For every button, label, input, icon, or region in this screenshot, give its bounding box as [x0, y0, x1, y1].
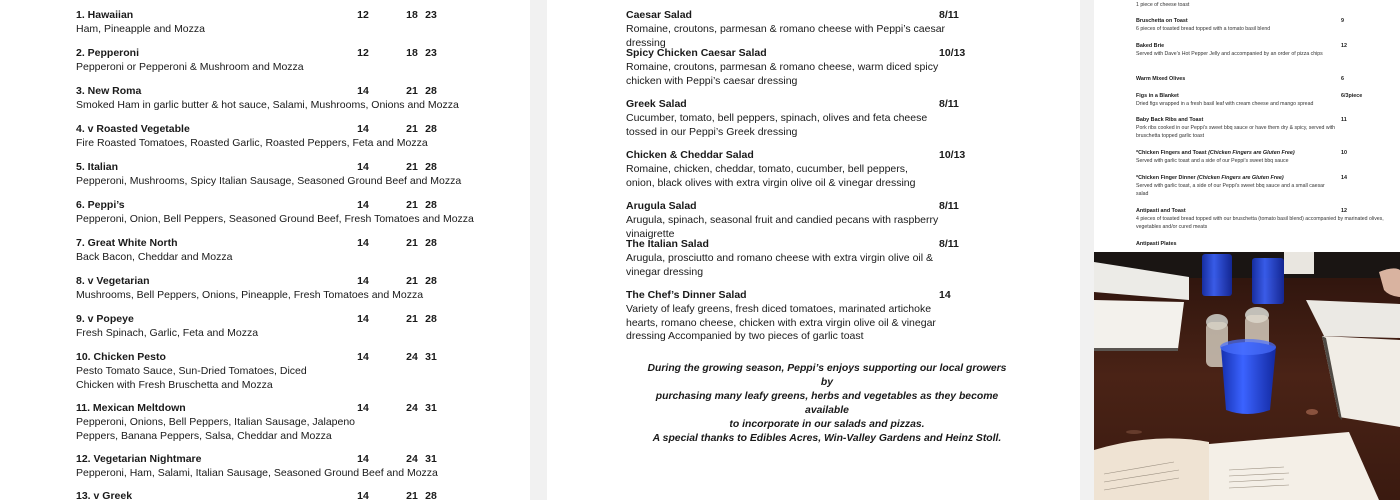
menu-item: [76, 84, 459, 113]
item-name-text: *Chicken Finger Dinner: [1136, 175, 1196, 181]
price-medium: 18: [406, 47, 418, 59]
item-description: Smoked Ham in garlic butter & hot sauce, Salami, Mushrooms, Onions and Mozza: [76, 99, 459, 111]
price-large: 31: [425, 402, 437, 414]
price-medium: 21: [406, 161, 418, 173]
item-name: 7. Great White North: [76, 237, 178, 249]
item-name: Antipasti Plates: [1136, 241, 1177, 247]
item-name: The Italian Salad: [626, 238, 709, 250]
price-large: 31: [425, 351, 437, 363]
item-description: Romaine, croutons, parmesan & romano cheese, warm diced spicy chicken with Peppi’s caesar dressing: [626, 61, 939, 87]
item-description: Mushrooms, Bell Peppers, Onions, Pineapple, Fresh Tomatoes and Mozza: [76, 289, 424, 301]
price-large: 23: [425, 47, 437, 59]
item-price: 11: [1341, 117, 1347, 123]
menu-item: [626, 237, 959, 279]
item-description: Pepperoni, Mushrooms, Spicy Italian Sausage, Seasoned Ground Beef and Mozza: [76, 175, 462, 187]
local-growers-note: [647, 362, 1007, 446]
item-price: 10: [1341, 150, 1347, 156]
menu-item: [1136, 17, 1386, 33]
item-name: Bruschetta on Toast: [1136, 18, 1188, 24]
item-description: Pepperoni, Ham, Salami, Italian Sausage, Seasoned Ground Beef and Mozza: [76, 467, 438, 479]
price-large: 28: [425, 161, 437, 173]
menu-item: [1136, 174, 1386, 198]
note-line: A special thanks to Edibles Acres, Win-Valley Gardens and Heinz Stoll.: [652, 433, 1002, 444]
item-description: 6 pieces of toasted bread topped with a tomato basil blend: [1136, 26, 1271, 32]
item-description: Fresh Spinach, Garlic, Feta and Mozza: [76, 327, 259, 339]
menu-item: [626, 97, 959, 139]
price-small: 14: [357, 313, 369, 325]
item-name: The Chef’s Dinner Salad: [626, 289, 747, 301]
menu-item: [626, 199, 959, 241]
price-small: 14: [357, 275, 369, 287]
item-price: 10/13: [939, 149, 966, 161]
price-medium: 21: [406, 237, 418, 249]
item-price: 8/11: [939, 200, 959, 212]
price-large: 31: [425, 453, 437, 465]
price-small: 12: [357, 47, 369, 59]
pizza-menu-page: [0, 0, 530, 500]
item-name: 9. ᴠ Popeye: [76, 313, 134, 325]
price-medium: 21: [406, 490, 418, 500]
menu-item: [1136, 42, 1386, 58]
item-price: 8/11: [939, 238, 959, 250]
item-description: Variety of leafy greens, fresh diced tomatoes, marinated artichoke hearts, romano cheese, chicken with extra virgin olive oil & vinegar dressing Accompanied by two pieces of garlic toast: [626, 303, 936, 342]
item-price: 10/13: [939, 47, 966, 59]
menu-item: [76, 160, 462, 189]
price-medium: 24: [406, 453, 418, 465]
menu-item: [76, 122, 456, 151]
menu-item: [1136, 240, 1386, 248]
item-name: 1. Hawaiian: [76, 9, 134, 21]
item-name: 10. Chicken Pesto: [76, 351, 166, 363]
menu-item: [1136, 1, 1386, 9]
item-description: Pesto Tomato Sauce, Sun-Dried Tomatoes, Diced Chicken with Fresh Bruschetta and Mozza: [76, 365, 307, 391]
item-price: 12: [1341, 208, 1347, 214]
price-small: 14: [357, 161, 369, 173]
item-name: 11. Mexican Meltdown: [76, 402, 186, 414]
item-price: 14: [1341, 175, 1347, 181]
price-large: 28: [425, 490, 437, 500]
price-small: 14: [357, 85, 369, 97]
item-name: [1136, 149, 1295, 157]
item-price: 9: [1341, 18, 1344, 24]
price-large: 28: [425, 123, 437, 135]
price-small: 14: [357, 402, 369, 414]
item-price: 12: [1341, 43, 1347, 49]
note-line: During the growing season, Peppi’s enjoys supporting our local growers by: [647, 363, 1007, 388]
price-medium: 24: [406, 402, 418, 414]
price-small: 12: [357, 9, 369, 21]
price-small: 14: [357, 490, 369, 500]
item-price: 14: [939, 289, 951, 301]
item-description: Fire Roasted Tomatoes, Roasted Garlic, Roasted Peppers, Feta and Mozza: [76, 137, 428, 149]
item-name: Caesar Salad: [626, 9, 692, 21]
price-medium: 21: [406, 275, 418, 287]
item-name: 8. ᴠ Vegetarian: [76, 275, 150, 287]
item-description: Arugula, spinach, seasonal fruit and candied pecans with raspberry vinaigrette: [626, 214, 939, 240]
item-description: Ham, Pineapple and Mozza: [76, 23, 205, 35]
item-name: Antipasti and Toast: [1136, 208, 1186, 214]
item-name: Warm Mixed Olives: [1136, 76, 1186, 82]
price-small: 14: [357, 453, 369, 465]
item-name: Baby Back Ribs and Toast: [1136, 117, 1204, 123]
menu-item: [626, 148, 966, 190]
restaurant-table-photo: [1094, 252, 1400, 500]
item-name: 5. Italian: [76, 161, 119, 173]
menu-item: [1136, 116, 1386, 140]
item-name: 3. New Roma: [76, 85, 142, 97]
item-description: Pork ribs cooked in our Peppi’s sweet bbq sauce or have them dry & spicy, served with bruschetta topped garlic toast: [1136, 125, 1336, 139]
menu-item: [626, 288, 956, 344]
item-description: 4 pieces of toasted bread topped with our bruschetta (tomato basil blend) accompanied by marinated olives, vegetables and/or cured meats: [1136, 216, 1384, 230]
price-large: 28: [425, 85, 437, 97]
price-large: 28: [425, 313, 437, 325]
item-description: 1 piece of cheese toast: [1136, 2, 1190, 8]
price-medium: 18: [406, 9, 418, 21]
item-name: [1136, 174, 1284, 182]
menu-item: [626, 8, 959, 50]
item-name: Arugula Salad: [626, 200, 697, 212]
menu-item: [76, 8, 456, 37]
page-gutter: [1080, 0, 1094, 500]
price-medium: 21: [406, 123, 418, 135]
item-description: Romaine, croutons, parmesan & romano cheese with Peppi’s caesar dressing: [626, 23, 946, 49]
salad-menu-page: [547, 0, 1080, 500]
menu-item: [1136, 75, 1386, 83]
menu-item: [76, 198, 474, 227]
price-medium: 24: [406, 351, 418, 363]
item-name: Greek Salad: [626, 98, 687, 110]
item-name-text: *Chicken Fingers and Toast: [1136, 150, 1207, 156]
item-name: 6. Peppi’s: [76, 199, 125, 211]
menu-item: [1136, 207, 1386, 231]
item-description: Pepperoni or Pepperoni & Mushroom and Mozza: [76, 61, 304, 73]
note-line: purchasing many leafy greens, herbs and vegetables as they become available: [655, 391, 999, 416]
item-price: 6: [1341, 76, 1344, 82]
menu-item: [76, 274, 456, 303]
item-name: Baked Brie: [1136, 43, 1165, 49]
price-small: 14: [357, 199, 369, 211]
menu-item: [1136, 149, 1386, 165]
price-large: 28: [425, 275, 437, 287]
item-name: Figs in a Blanket: [1136, 93, 1179, 99]
price-medium: 21: [406, 85, 418, 97]
item-name: 2. Pepperoni: [76, 47, 140, 59]
item-description: Romaine, chicken, cheddar, tomato, cucumber, bell peppers, onion, black olives with extra virgin olive oil & vinegar dressing: [626, 163, 916, 189]
menu-item: [76, 236, 456, 265]
menu-item: [76, 401, 456, 443]
item-name: 12. Vegetarian Nightmare: [76, 453, 202, 465]
menu-item: [76, 452, 456, 481]
item-description: Dried figs wrapped in a fresh basil leaf with cream cheese and mango spread: [1136, 101, 1314, 107]
item-price: 8/11: [939, 9, 959, 21]
item-name: Chicken & Cheddar Salad: [626, 149, 754, 161]
item-description: Cucumber, tomato, bell peppers, spinach, olives and feta cheese tossed in our Peppi’s Greek dressing: [626, 112, 928, 138]
item-description: Served with garlic toast and a side of our Peppi’s sweet bbq sauce: [1136, 158, 1289, 164]
menu-item: [76, 312, 456, 341]
price-large: 28: [425, 237, 437, 249]
price-small: 14: [357, 237, 369, 249]
note-line: to incorporate in our salads and pizzas.: [729, 419, 925, 430]
menu-item: [76, 46, 456, 75]
price-large: 28: [425, 199, 437, 211]
price-large: 23: [425, 9, 437, 21]
item-description: Pepperoni, Onions, Bell Peppers, Italian Sausage, Jalapeno Peppers, Banana Peppers, Salsa, Cheddar and Mozza: [76, 416, 356, 442]
item-description: Arugula, prosciutto and romano cheese with extra virgin olive oil & vinegar dressing: [626, 252, 933, 278]
menu-item: [76, 350, 456, 392]
gluten-free-note: (Chicken Fingers are Gluten Free): [1197, 175, 1284, 181]
price-medium: 21: [406, 199, 418, 211]
price-small: 14: [357, 351, 369, 363]
item-name: 13. ᴠ Greek: [76, 490, 133, 500]
table-photo-image: [1094, 252, 1400, 500]
item-name: 4. ᴠ Roasted Vegetable: [76, 123, 190, 135]
menu-item: [1136, 92, 1386, 108]
item-description: Pepperoni, Onion, Bell Peppers, Seasoned Ground Beef, Fresh Tomatoes and Mozza: [76, 213, 474, 225]
price-medium: 21: [406, 313, 418, 325]
item-price: 6/3piece: [1341, 93, 1363, 99]
item-description: Back Bacon, Cheddar and Mozza: [76, 251, 233, 263]
menu-item: [626, 46, 966, 88]
item-description: Served with Dave’s Hot Pepper Jelly and accompanied by an order of pizza chips: [1136, 51, 1323, 57]
item-name: Spicy Chicken Caesar Salad: [626, 47, 767, 59]
price-small: 14: [357, 123, 369, 135]
gluten-free-note: (Chicken Fingers are Gluten Free): [1208, 150, 1295, 156]
page-gutter: [530, 0, 547, 500]
item-price: 8/11: [939, 98, 959, 110]
menu-item: [76, 489, 456, 500]
item-description: Served with garlic toast, a side of our Peppi’s sweet bbq sauce and a small caesar salad: [1136, 183, 1325, 197]
